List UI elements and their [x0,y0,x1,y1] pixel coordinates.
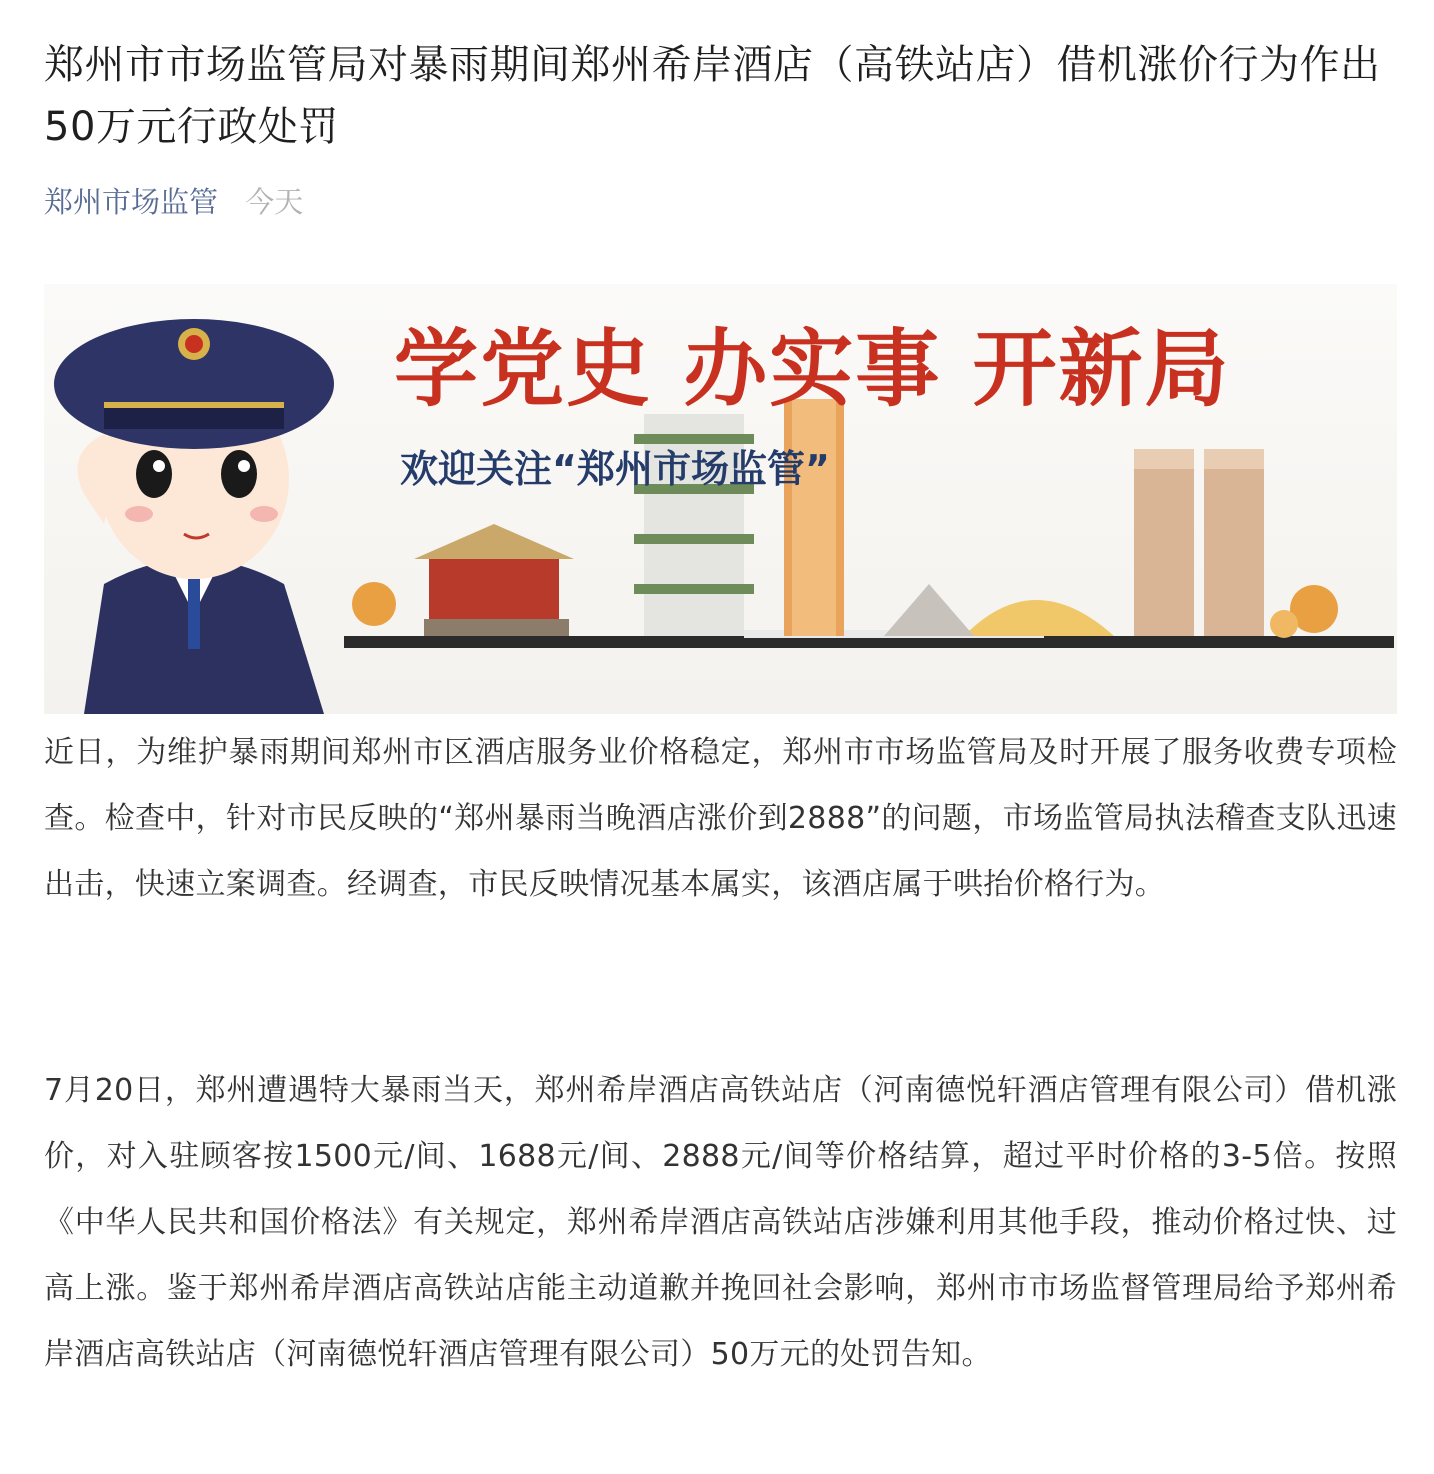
publish-date: 今天 [245,185,304,219]
paragraph-1: 近日，为维护暴雨期间郑州市区酒店服务业价格稳定，郑州市市场监管局及时开展了服务收费专项检查。检查中，针对市民反映的“郑州暴雨当晚酒店涨价到2888”的问题，市场监管局执法稽查支队迅速出击，快速立案调查。经调查，市民反映情况基本属实，该酒店属于哄抬价格行为。 [44,735,1397,902]
city-god-temple [414,524,574,636]
banner-slogan: 学党史 办实事 开新局 [394,319,1231,418]
paragraph-2: 7月20日，郑州遭遇特大暴雨当天，郑州希岸酒店高铁站店（河南德悦轩酒店管理有限公司）借机涨价，对入驻顾客按1500元/间、1688元/间、2888元/间等价格结算，超过平时价格的3-5倍。按照《中华人民共和国价格法》有关规定，郑州希岸酒店高铁站店涉嫌利用其他手段，推动价格过快、过高上涨。鉴于郑州希岸酒店高铁站店能主动道歉并挽回社会影响，郑州市市场监督管理局给予郑州希岸酒店高铁站店（河南德悦轩酒店管理有限公司）50万元的处罚告知。 [44,1073,1397,1372]
article-meta [44,180,303,224]
beige-towers [1134,449,1264,636]
tree-left [352,582,396,626]
article-title: 郑州市市场监管局对暴雨期间郑州希岸酒店（高铁站店）借机涨价行为作出50万元行政处罚 [44,42,1381,150]
museum-building [884,584,974,636]
officer-mascot [54,319,334,714]
account-name-link[interactable]: 郑州市场监管 [44,185,219,219]
banner-welcome-text: 欢迎关注“郑州市场监管” [400,447,830,491]
art-center-dome [964,600,1114,636]
twin-tower-orange [784,399,844,636]
header-banner-image [44,284,1397,714]
tree-right-small [1270,610,1298,638]
